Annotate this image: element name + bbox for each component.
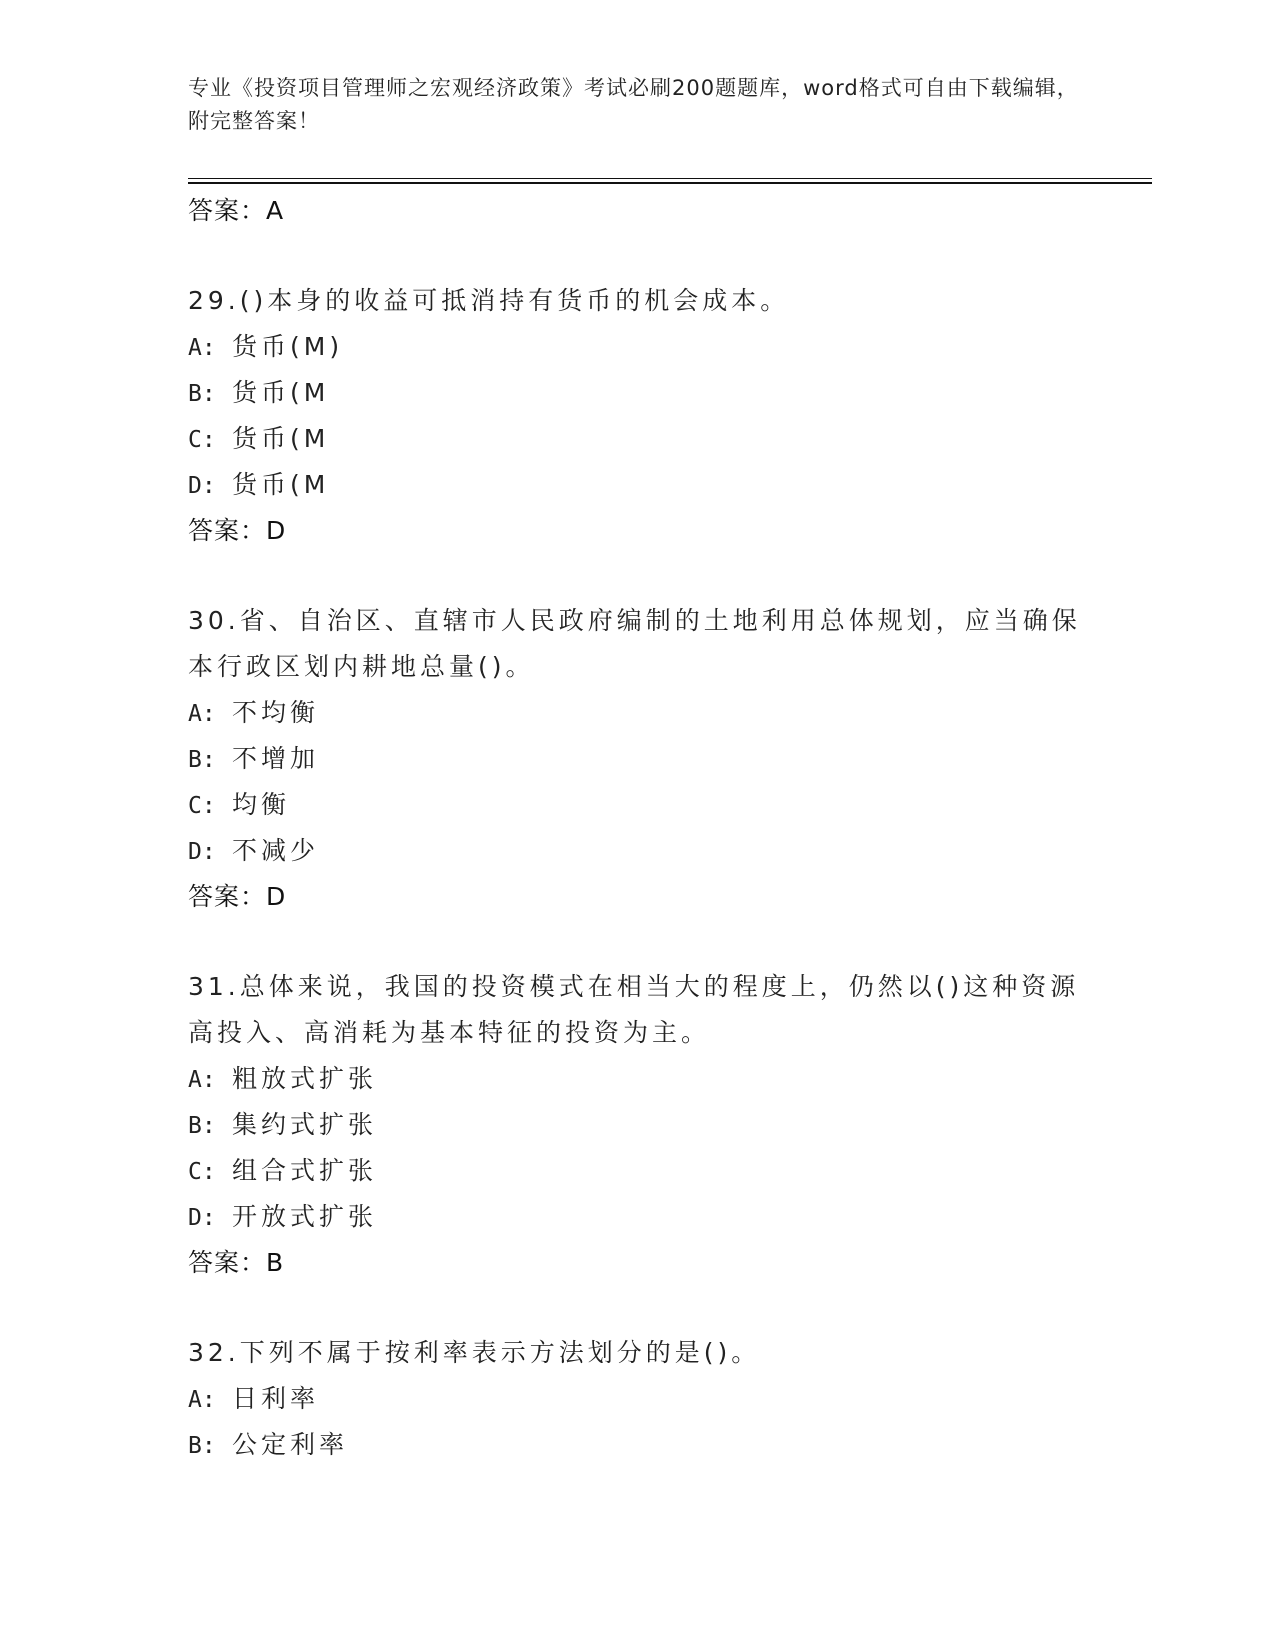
option-b xyxy=(188,1102,1088,1148)
option-letter: C: xyxy=(188,1159,216,1185)
option-letter: A: xyxy=(188,1067,216,1093)
option-text: 不减少 xyxy=(232,836,320,865)
option-text: 公定利率 xyxy=(232,1430,349,1459)
question-stem: 29.()本身的收益可抵消持有货币的机会成本。 xyxy=(188,286,790,315)
option-text: 开放式扩张 xyxy=(232,1202,378,1231)
option-b xyxy=(188,736,1088,782)
header-divider-thick xyxy=(188,182,1152,184)
question-stem: 31.总体来说，我国的投资模式在相当大的程度上，仍然以()这种资源高投入、高消耗为基本特征的投资为主。 xyxy=(188,972,1080,1047)
option-letter: B: xyxy=(188,1113,216,1139)
answer-line: 答案：D xyxy=(188,516,287,545)
question-29 xyxy=(188,278,1088,554)
option-letter: D: xyxy=(188,473,216,499)
option-text: 均衡 xyxy=(232,790,291,819)
question-30 xyxy=(188,598,1088,920)
question-31 xyxy=(188,964,1088,1286)
option-text: 不均衡 xyxy=(232,698,320,727)
document-header: 专业《投资项目管理师之宏观经济政策》考试必刷200题题库，word格式可自由下载编辑，附完整答案！ xyxy=(188,76,1079,133)
answer-line: 答案：B xyxy=(188,1248,285,1277)
option-letter: C: xyxy=(188,427,216,453)
option-a xyxy=(188,1056,1088,1102)
option-letter: A: xyxy=(188,1387,216,1413)
answer-line: 答案：A xyxy=(188,196,285,225)
option-letter: B: xyxy=(188,381,216,407)
option-d xyxy=(188,1194,1088,1240)
option-text: 粗放式扩张 xyxy=(232,1064,378,1093)
option-text: 不增加 xyxy=(232,744,320,773)
question-stem: 30.省、自治区、直辖市人民政府编制的土地利用总体规划，应当确保本行政区划内耕地总量()。 xyxy=(188,606,1081,681)
option-letter: C: xyxy=(188,793,216,819)
option-letter: B: xyxy=(188,747,216,773)
question-32 xyxy=(188,1330,1088,1468)
header-divider-thin xyxy=(188,178,1152,179)
option-a xyxy=(188,324,1088,370)
option-text: 货币(M xyxy=(232,378,330,407)
option-letter: B: xyxy=(188,1433,216,1459)
option-text: 货币(M xyxy=(232,424,330,453)
option-text: 日利率 xyxy=(232,1384,320,1413)
option-d xyxy=(188,828,1088,874)
option-c xyxy=(188,782,1088,828)
option-a xyxy=(188,690,1088,736)
document-body xyxy=(188,188,1088,1468)
option-text: 货币(M) xyxy=(232,332,344,361)
option-text: 组合式扩张 xyxy=(232,1156,378,1185)
option-letter: D: xyxy=(188,1205,216,1231)
option-letter: A: xyxy=(188,701,216,727)
option-text: 集约式扩张 xyxy=(232,1110,378,1139)
question-stem: 32.下列不属于按利率表示方法划分的是()。 xyxy=(188,1338,761,1367)
option-b xyxy=(188,1422,1088,1468)
option-d xyxy=(188,462,1088,508)
option-c xyxy=(188,1148,1088,1194)
option-c xyxy=(188,416,1088,462)
option-letter: D: xyxy=(188,839,216,865)
option-a xyxy=(188,1376,1088,1422)
option-letter: A: xyxy=(188,335,216,361)
option-b xyxy=(188,370,1088,416)
option-text: 货币(M xyxy=(232,470,330,499)
answer-line: 答案：D xyxy=(188,882,287,911)
